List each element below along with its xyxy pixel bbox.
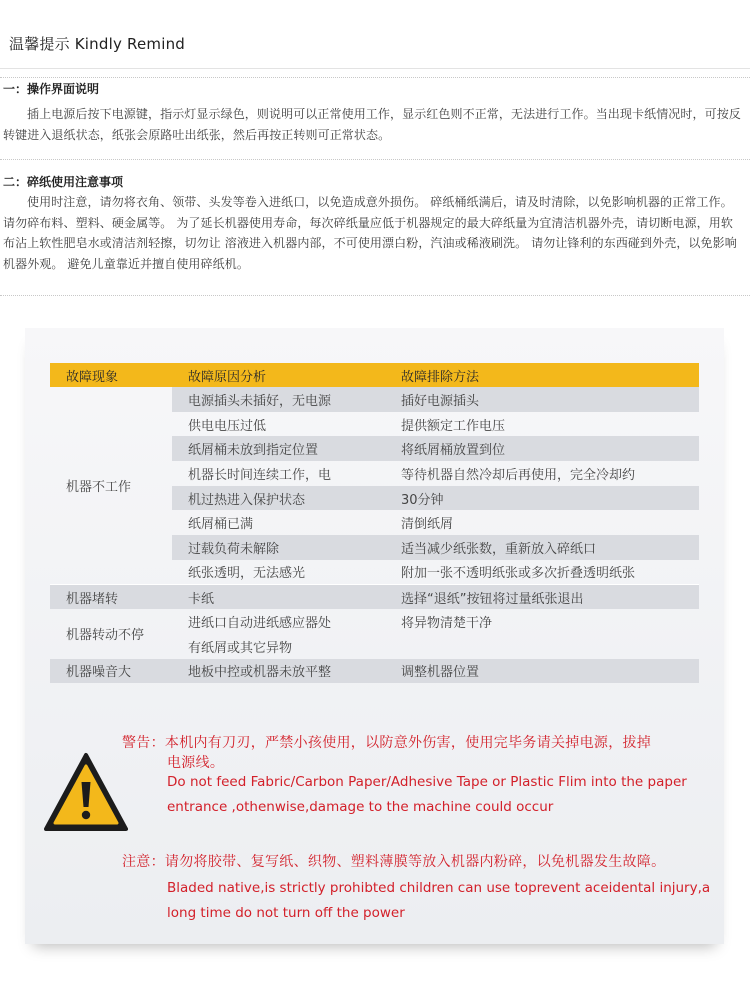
cause-cell: 纸张透明，无法感光 xyxy=(188,566,306,582)
section1-text: 插上电源后按下电源键，指示灯显示绿色，则说明可以正常使用工作，显示红色则不正常，无法进行工作。当出现卡纸情况时，可按反转键进入退纸状态，纸张会原路吐出纸张，然后再按正转则可正常状态。 xyxy=(3,107,741,142)
cause-cell: 纸屑桶已满 xyxy=(188,517,254,533)
section2-divider xyxy=(0,159,750,160)
warning-triangle-icon xyxy=(44,752,128,832)
cause-cell: 电源插头未插好，无电源 xyxy=(172,387,385,412)
fix-cell: 提供额定工作电压 xyxy=(401,418,506,434)
fix-cell xyxy=(385,634,699,659)
fix-cell: 调整机器位置 xyxy=(385,659,699,684)
warning-cn-line2: 电源线。 xyxy=(167,755,225,771)
warning-en-line1: Do not feed Fabric/Carbon Paper/Adhesive Tape or Plastic Flim into the paper xyxy=(167,774,687,790)
table-row xyxy=(50,609,699,634)
cause-cell: 供电电压过低 xyxy=(188,418,267,434)
warning-en-line2: entrance ,othenwise,damage to the machine could occur xyxy=(167,799,554,815)
symptom-jammed: 机器堵转 xyxy=(50,585,172,610)
fix-cell: 清倒纸屑 xyxy=(401,517,454,533)
fix-cell: 等待机器自然冷却后再使用，完全冷却约 xyxy=(401,467,636,483)
header-symptom: 故障现象 xyxy=(50,363,172,387)
cause-cell: 机器长时间连续工作，电 xyxy=(188,467,332,483)
notice-en-line1: Bladed native,is strictly prohibted children can use toprevent aceidental injury,a xyxy=(167,880,711,896)
notice-cn-line: 注意：请勿将胶带、复写纸、织物、塑料薄膜等放入机器内粉碎，以免机器发生故障。 xyxy=(122,854,666,870)
cause-cell: 有纸屑或其它异物 xyxy=(188,640,293,656)
section2-title: 二：碎纸使用注意事项 xyxy=(3,175,124,189)
table-row xyxy=(50,585,699,610)
cause-cell: 纸屑桶未放到指定位置 xyxy=(172,436,385,461)
notice-en-line2: long time do not turn off the power xyxy=(167,905,405,921)
cause-cell: 机过热进入保护状态 xyxy=(172,486,385,511)
table-row xyxy=(50,387,699,412)
section1-divider xyxy=(0,77,750,78)
fix-cell: 插好电源插头 xyxy=(385,387,699,412)
section1-title: 一：操作界面说明 xyxy=(3,82,100,96)
fix-cell: 30分钟 xyxy=(385,486,699,511)
table-header-row xyxy=(50,363,699,387)
fix-cell: 附加一张不透明纸张或多次折叠透明纸张 xyxy=(401,566,636,582)
cause-cell: 卡纸 xyxy=(172,585,385,610)
symptom-not-working: 机器不工作 xyxy=(66,480,132,495)
fix-cell: 将异物清楚干净 xyxy=(401,616,493,632)
fault-table xyxy=(50,363,699,683)
page-title: 温馨提示 Kindly Remind xyxy=(9,35,185,53)
symptom-noisy: 机器噪音大 xyxy=(50,659,172,684)
fix-cell: 将纸屑桶放置到位 xyxy=(385,436,699,461)
cause-cell: 过载负荷未解除 xyxy=(172,535,385,560)
cause-cell: 地板中控或机器未放平整 xyxy=(172,659,385,684)
header-fix: 故障排除方法 xyxy=(385,363,699,387)
warning-cn-line1: 警告：本机内有刀刃，严禁小孩使用，以防意外伤害，使用完毕务请关掉电源，拔掉 xyxy=(122,735,652,751)
fix-cell: 选择“退纸”按钮将过量纸张退出 xyxy=(385,585,699,610)
cause-cell: 进纸口自动进纸感应器处 xyxy=(188,616,332,632)
fix-cell: 适当减少纸张数，重新放入碎纸口 xyxy=(385,535,699,560)
header-cause: 故障原因分析 xyxy=(172,363,385,387)
table-row xyxy=(50,659,699,684)
symptom-nonstop: 机器转动不停 xyxy=(66,628,145,644)
section2-text: 使用时注意，请勿将衣角、领带、头发等卷入进纸口，以免造成意外损伤。 碎纸桶纸满后，请及时清除，以免影响机器的正常工作。 请勿碎布料、塑料、硬金属等。 为了延长机器使用寿命，每次碎纸量应低于机器规定的最大碎纸量为宜清洁机器外壳，请切断电源，用软布沾上软性肥皂水或清洁剂轻擦，切勿让 溶液进入机器内部，不可使用漂白粉，汽油或稀液刷洗。 请勿让锋利的东西碰到外壳，以免影响机器外观。 避免儿童靠近并擅自使用碎纸机。 xyxy=(3,195,737,271)
header-divider xyxy=(0,68,750,69)
section2-bottom-divider xyxy=(0,295,750,296)
